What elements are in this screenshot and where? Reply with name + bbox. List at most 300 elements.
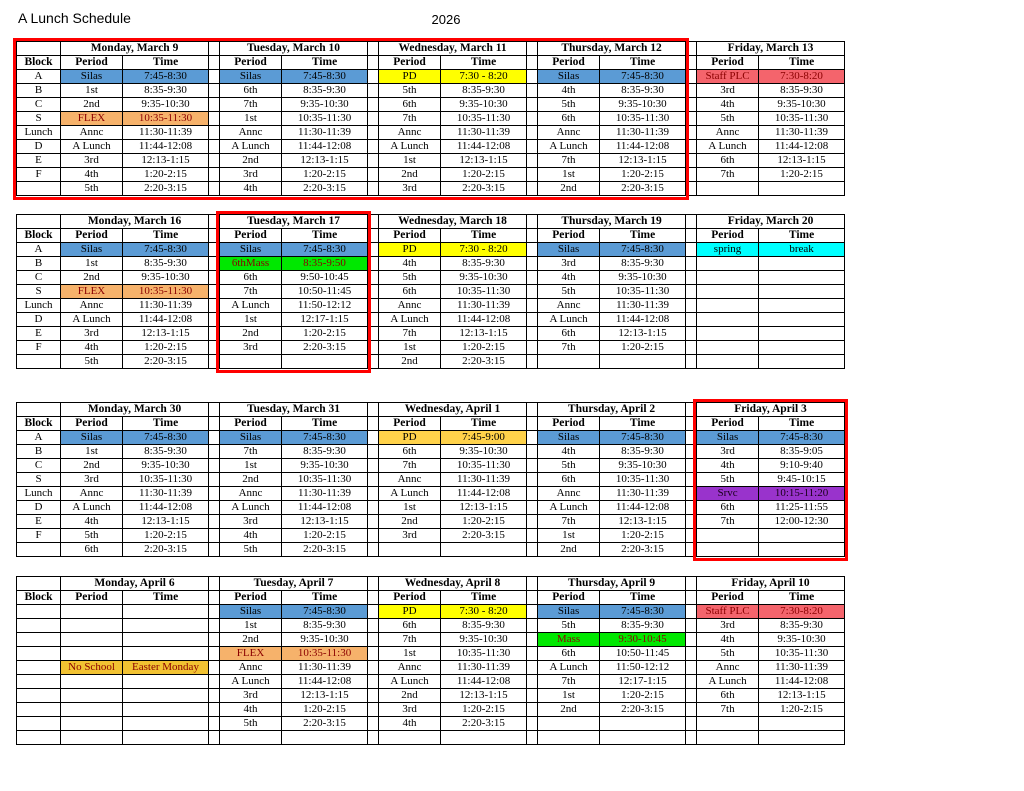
block-cell: S <box>17 285 61 299</box>
time-cell: 7:45-8:30 <box>600 70 686 84</box>
time-cell: 7:30 - 8:20 <box>441 605 527 619</box>
period-col-header: Period <box>538 56 600 70</box>
day-header: Wednesday, March 18 <box>379 215 527 229</box>
time-cell: 8:35-9:30 <box>759 619 845 633</box>
period-cell: 1st <box>220 619 282 633</box>
time-cell: 9:35-10:30 <box>282 459 368 473</box>
period-cell: 3rd <box>697 445 759 459</box>
gap-cell <box>368 717 379 731</box>
block-cell: E <box>17 515 61 529</box>
period-cell: 4th <box>61 168 123 182</box>
block-cell <box>17 731 61 745</box>
time-cell <box>759 257 845 271</box>
period-cell: Annc <box>379 473 441 487</box>
period-cell: 2nd <box>379 168 441 182</box>
time-cell: 1:20-2:15 <box>282 529 368 543</box>
gap-cell <box>368 703 379 717</box>
week-1-table <box>16 41 845 196</box>
day-header: Thursday, March 19 <box>538 215 686 229</box>
gap-cell <box>527 515 538 529</box>
period-cell: Silas <box>538 243 600 257</box>
period-cell: 6thMass <box>220 257 282 271</box>
period-cell: 2nd <box>220 154 282 168</box>
gap-cell <box>686 661 697 675</box>
gap-cell <box>527 473 538 487</box>
time-cell <box>759 299 845 313</box>
time-cell <box>759 341 845 355</box>
period-cell <box>697 271 759 285</box>
time-cell: 8:35-9:30 <box>441 257 527 271</box>
gap-cell <box>368 56 379 70</box>
period-cell: 5th <box>220 543 282 557</box>
time-cell: 1:20-2:15 <box>282 327 368 341</box>
period-cell: Annc <box>220 487 282 501</box>
period-cell <box>61 703 123 717</box>
gap-cell <box>527 417 538 431</box>
gap-cell <box>527 529 538 543</box>
gap-cell <box>527 299 538 313</box>
period-cell: 7th <box>379 327 441 341</box>
gap-cell <box>686 42 697 56</box>
gap-cell <box>368 182 379 196</box>
time-col-header: Time <box>123 229 209 243</box>
period-cell: 3rd <box>220 341 282 355</box>
time-cell: 9:35-10:30 <box>600 98 686 112</box>
gap-cell <box>209 112 220 126</box>
time-cell <box>759 543 845 557</box>
period-cell: 1st <box>61 445 123 459</box>
period-cell: 7th <box>220 98 282 112</box>
period-cell: A Lunch <box>379 313 441 327</box>
period-cell: 4th <box>538 271 600 285</box>
period-cell <box>697 731 759 745</box>
period-cell: FLEX <box>61 285 123 299</box>
time-cell: 9:35-10:30 <box>759 633 845 647</box>
time-cell: 2:20-3:15 <box>123 543 209 557</box>
day-header: Friday, April 3 <box>697 403 845 417</box>
period-col-header: Period <box>220 229 282 243</box>
period-cell: 1st <box>538 168 600 182</box>
corner-cell <box>17 403 61 417</box>
time-cell: 8:35-9:30 <box>600 445 686 459</box>
time-cell: 11:44-12:08 <box>759 675 845 689</box>
period-cell: 3rd <box>379 703 441 717</box>
time-cell: 10:35-11:30 <box>282 112 368 126</box>
period-cell: A Lunch <box>538 661 600 675</box>
period-cell: 4th <box>61 515 123 529</box>
period-cell: 1st <box>379 154 441 168</box>
time-cell: 1:20-2:15 <box>759 168 845 182</box>
period-col-header: Period <box>538 591 600 605</box>
gap-cell <box>368 243 379 257</box>
period-cell: 2nd <box>538 182 600 196</box>
time-cell: 10:35-11:30 <box>123 473 209 487</box>
time-cell: 7:45-8:30 <box>282 605 368 619</box>
period-cell <box>61 633 123 647</box>
period-col-header: Period <box>697 229 759 243</box>
gap-cell <box>368 445 379 459</box>
time-cell: 1:20-2:15 <box>123 168 209 182</box>
period-cell: 2nd <box>220 473 282 487</box>
time-cell: 11:44-12:08 <box>441 487 527 501</box>
time-cell <box>441 543 527 557</box>
block-cell: F <box>17 529 61 543</box>
period-cell: A Lunch <box>538 140 600 154</box>
gap-cell <box>368 403 379 417</box>
time-cell: 2:20-3:15 <box>600 543 686 557</box>
gap-cell <box>209 515 220 529</box>
block-cell: S <box>17 112 61 126</box>
period-cell: 4th <box>538 445 600 459</box>
gap-cell <box>209 647 220 661</box>
day-header: Tuesday, April 7 <box>220 577 368 591</box>
gap-cell <box>209 355 220 369</box>
time-cell: 2:20-3:15 <box>282 182 368 196</box>
gap-cell <box>686 675 697 689</box>
block-cell: F <box>17 341 61 355</box>
block-cell <box>17 703 61 717</box>
period-cell: 6th <box>538 647 600 661</box>
time-cell: 11:25-11:55 <box>759 501 845 515</box>
period-col-header: Period <box>379 591 441 605</box>
gap-cell <box>368 285 379 299</box>
time-cell: 2:20-3:15 <box>441 529 527 543</box>
gap-cell <box>527 84 538 98</box>
time-col-header: Time <box>600 591 686 605</box>
period-cell: Annc <box>697 661 759 675</box>
period-cell: Silas <box>220 431 282 445</box>
block-cell <box>17 689 61 703</box>
time-cell: 7:45-8:30 <box>123 431 209 445</box>
gap-cell <box>686 473 697 487</box>
gap-cell <box>686 591 697 605</box>
period-cell: 6th <box>538 112 600 126</box>
gap-cell <box>209 417 220 431</box>
time-cell: 12:00-12:30 <box>759 515 845 529</box>
time-cell: 7:45-8:30 <box>282 70 368 84</box>
gap-cell <box>209 487 220 501</box>
period-cell: 6th <box>538 473 600 487</box>
time-cell: 9:35-10:30 <box>282 98 368 112</box>
week-4-table <box>16 576 845 745</box>
period-cell: 7th <box>538 515 600 529</box>
gap-cell <box>209 341 220 355</box>
gap-cell <box>368 215 379 229</box>
period-cell <box>697 543 759 557</box>
time-cell: 10:15-11:20 <box>759 487 845 501</box>
gap-cell <box>368 605 379 619</box>
block-cell: F <box>17 168 61 182</box>
time-cell: 1:20-2:15 <box>600 168 686 182</box>
period-cell: 6th <box>220 84 282 98</box>
period-cell: 7th <box>379 112 441 126</box>
time-col-header: Time <box>441 417 527 431</box>
period-cell: Annc <box>538 299 600 313</box>
gap-cell <box>368 647 379 661</box>
gap-cell <box>686 327 697 341</box>
period-cell: 3rd <box>220 515 282 529</box>
time-cell: 11:44-12:08 <box>441 675 527 689</box>
block-cell: D <box>17 140 61 154</box>
period-cell: 3rd <box>61 473 123 487</box>
period-cell <box>61 619 123 633</box>
time-cell: 7:45-8:30 <box>759 431 845 445</box>
time-cell: 7:45-8:30 <box>123 243 209 257</box>
time-cell: 9:35-10:30 <box>441 445 527 459</box>
period-col-header: Period <box>379 417 441 431</box>
gap-cell <box>368 327 379 341</box>
block-cell <box>17 355 61 369</box>
time-cell: 10:35-11:30 <box>441 459 527 473</box>
gap-cell <box>527 140 538 154</box>
corner-cell <box>17 42 61 56</box>
period-cell <box>538 355 600 369</box>
period-cell: 1st <box>220 313 282 327</box>
gap-cell <box>209 56 220 70</box>
period-cell <box>697 341 759 355</box>
block-cell: E <box>17 327 61 341</box>
gap-cell <box>209 661 220 675</box>
time-cell: 11:44-12:08 <box>600 140 686 154</box>
day-header: Friday, March 13 <box>697 42 845 56</box>
gap-cell <box>209 445 220 459</box>
period-cell: 7th <box>379 459 441 473</box>
time-cell: 8:35-9:30 <box>600 84 686 98</box>
time-cell: 8:35-9:30 <box>600 257 686 271</box>
day-header: Tuesday, March 17 <box>220 215 368 229</box>
time-cell <box>441 731 527 745</box>
gap-cell <box>209 182 220 196</box>
gap-cell <box>686 154 697 168</box>
period-cell: 2nd <box>379 355 441 369</box>
period-cell: 7th <box>538 154 600 168</box>
period-cell: 5th <box>538 98 600 112</box>
time-cell: 11:30-11:39 <box>282 487 368 501</box>
time-cell: 9:35-10:30 <box>123 271 209 285</box>
time-col-header: Time <box>123 417 209 431</box>
period-cell: 6th <box>220 271 282 285</box>
period-cell: 2nd <box>220 327 282 341</box>
period-cell: 5th <box>538 619 600 633</box>
period-cell <box>61 689 123 703</box>
time-cell: 11:30-11:39 <box>123 126 209 140</box>
time-cell: 7:45-8:30 <box>600 431 686 445</box>
gap-cell <box>209 285 220 299</box>
period-cell: 4th <box>220 529 282 543</box>
period-cell: A Lunch <box>538 313 600 327</box>
gap-cell <box>209 154 220 168</box>
gap-cell <box>368 229 379 243</box>
time-col-header: Time <box>759 56 845 70</box>
time-cell: 11:30-11:39 <box>441 473 527 487</box>
time-col-header: Time <box>123 591 209 605</box>
period-cell: 7th <box>697 515 759 529</box>
period-cell <box>697 355 759 369</box>
time-col-header: Time <box>282 417 368 431</box>
gap-cell <box>209 271 220 285</box>
time-cell: 7:30 - 8:20 <box>441 70 527 84</box>
period-col-header: Period <box>61 229 123 243</box>
gap-cell <box>527 98 538 112</box>
time-col-header: Time <box>282 229 368 243</box>
period-cell: 4th <box>220 182 282 196</box>
gap-cell <box>368 501 379 515</box>
period-cell <box>697 717 759 731</box>
period-cell: 5th <box>61 529 123 543</box>
gap-cell <box>209 619 220 633</box>
period-cell: 5th <box>697 473 759 487</box>
gap-cell <box>368 529 379 543</box>
period-cell: Mass <box>538 633 600 647</box>
gap-cell <box>209 591 220 605</box>
period-cell: PD <box>379 70 441 84</box>
time-cell: 11:30-11:39 <box>282 126 368 140</box>
period-cell: 1st <box>61 257 123 271</box>
gap-cell <box>209 717 220 731</box>
period-cell <box>697 182 759 196</box>
gap-cell <box>686 633 697 647</box>
gap-cell <box>527 42 538 56</box>
time-cell: 1:20-2:15 <box>600 529 686 543</box>
period-cell: Silas <box>538 70 600 84</box>
time-cell: 12:13-1:15 <box>759 154 845 168</box>
gap-cell <box>527 355 538 369</box>
time-cell: 1:20-2:15 <box>600 341 686 355</box>
gap-cell <box>686 313 697 327</box>
block-cell: C <box>17 459 61 473</box>
gap-cell <box>368 70 379 84</box>
period-cell: A Lunch <box>220 501 282 515</box>
block-cell <box>17 543 61 557</box>
period-cell: 5th <box>61 182 123 196</box>
gap-cell <box>686 299 697 313</box>
period-cell <box>220 355 282 369</box>
time-cell: 11:30-11:39 <box>600 487 686 501</box>
time-cell <box>759 271 845 285</box>
time-cell: 12:13-1:15 <box>759 689 845 703</box>
time-cell <box>759 731 845 745</box>
time-cell: 1:20-2:15 <box>441 515 527 529</box>
time-cell: 8:35-9:30 <box>123 445 209 459</box>
time-cell: 9:35-10:30 <box>282 633 368 647</box>
period-cell: 3rd <box>379 529 441 543</box>
gap-cell <box>368 271 379 285</box>
time-col-header: Time <box>600 229 686 243</box>
block-cell: B <box>17 257 61 271</box>
period-cell: Annc <box>220 661 282 675</box>
block-cell: D <box>17 313 61 327</box>
time-cell <box>759 313 845 327</box>
period-cell: 3rd <box>538 257 600 271</box>
gap-cell <box>527 70 538 84</box>
time-cell: 11:44-12:08 <box>282 140 368 154</box>
period-cell: A Lunch <box>220 140 282 154</box>
period-cell: Silas <box>61 70 123 84</box>
gap-cell <box>368 675 379 689</box>
gap-cell <box>368 661 379 675</box>
time-cell <box>282 731 368 745</box>
gap-cell <box>686 501 697 515</box>
gap-cell <box>527 229 538 243</box>
gap-cell <box>209 229 220 243</box>
period-col-header: Period <box>697 591 759 605</box>
time-cell: 11:44-12:08 <box>441 140 527 154</box>
gap-cell <box>209 299 220 313</box>
gap-cell <box>368 299 379 313</box>
gap-cell <box>209 577 220 591</box>
gap-cell <box>368 341 379 355</box>
gap-cell <box>527 661 538 675</box>
period-cell: 5th <box>379 84 441 98</box>
time-cell: 7:45-8:30 <box>282 243 368 257</box>
gap-cell <box>686 577 697 591</box>
time-col-header: Time <box>441 56 527 70</box>
time-cell: 10:35-11:30 <box>600 473 686 487</box>
time-cell: 2:20-3:15 <box>441 355 527 369</box>
time-cell: 7:45-8:30 <box>282 431 368 445</box>
gap-cell <box>209 529 220 543</box>
period-col-header: Period <box>538 417 600 431</box>
time-cell: 9:35-10:30 <box>759 98 845 112</box>
time-cell: 11:30-11:39 <box>600 299 686 313</box>
gap-cell <box>209 126 220 140</box>
block-cell <box>17 182 61 196</box>
gap-cell <box>686 431 697 445</box>
time-cell: 12:13-1:15 <box>123 327 209 341</box>
gap-cell <box>686 257 697 271</box>
period-cell: 1st <box>538 689 600 703</box>
period-cell <box>61 647 123 661</box>
time-cell: 8:35-9:30 <box>123 84 209 98</box>
time-cell <box>123 717 209 731</box>
gap-cell <box>368 633 379 647</box>
time-cell <box>282 355 368 369</box>
block-col-header: Block <box>17 591 61 605</box>
gap-cell <box>527 647 538 661</box>
period-cell: 1st <box>379 341 441 355</box>
gap-cell <box>527 675 538 689</box>
block-col-header: Block <box>17 56 61 70</box>
block-cell: D <box>17 501 61 515</box>
gap-cell <box>686 459 697 473</box>
time-cell: 1:20-2:15 <box>600 689 686 703</box>
time-col-header: Time <box>600 56 686 70</box>
gap-cell <box>368 515 379 529</box>
block-cell <box>17 717 61 731</box>
period-cell: 5th <box>697 647 759 661</box>
time-cell: 11:30-11:39 <box>282 661 368 675</box>
gap-cell <box>209 431 220 445</box>
time-cell: 2:20-3:15 <box>282 543 368 557</box>
week-2 <box>16 214 845 369</box>
block-cell: Lunch <box>17 487 61 501</box>
period-cell: 6th <box>61 543 123 557</box>
time-col-header: Time <box>600 417 686 431</box>
period-cell: A Lunch <box>220 675 282 689</box>
time-cell <box>600 717 686 731</box>
time-cell: 12:13-1:15 <box>123 515 209 529</box>
time-cell: 12:13-1:15 <box>282 515 368 529</box>
time-cell: 7:30-8:20 <box>759 605 845 619</box>
gap-cell <box>368 487 379 501</box>
time-col-header: Time <box>759 591 845 605</box>
period-cell: 1st <box>379 647 441 661</box>
gap-cell <box>686 140 697 154</box>
gap-cell <box>527 731 538 745</box>
time-cell: 12:13-1:15 <box>123 154 209 168</box>
day-header: Tuesday, March 31 <box>220 403 368 417</box>
period-cell: Staff PLC <box>697 605 759 619</box>
